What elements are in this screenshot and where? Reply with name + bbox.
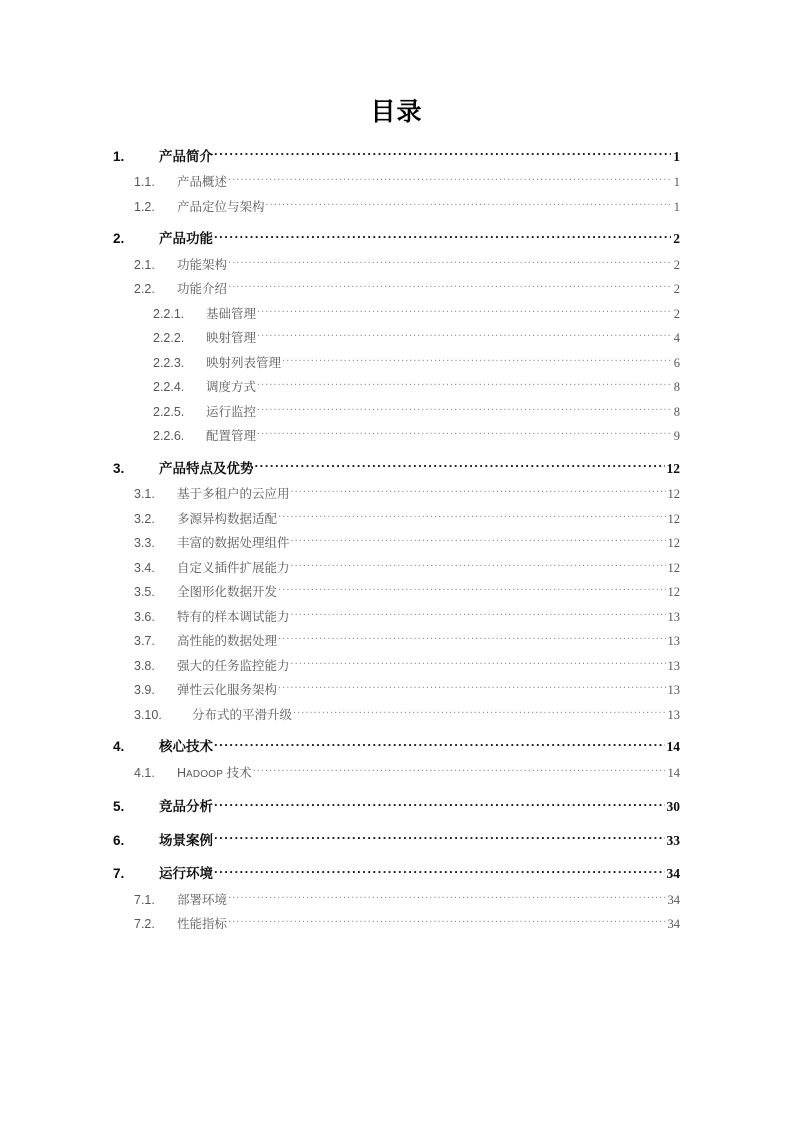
toc-entry-level-1[interactable] [113,724,680,758]
toc-entry-number: 3.4. [134,560,155,575]
toc-entry-label: 竞品分析 [159,799,213,814]
toc-entry-page-number: 13 [667,634,680,648]
toc-entry-number: 7.1. [134,892,155,907]
toc-entry-number: 1.2. [134,199,155,214]
toc-entry-number: 3.3. [134,536,155,550]
toc-entry-number: 4.1. [134,765,155,780]
toc-entry-level-2[interactable] [113,699,680,724]
toc-dot-leader [214,831,665,845]
toc-entry-label: 部署环境 [177,892,228,907]
toc-dot-leader [214,798,665,812]
toc-entry-level-1[interactable] [113,147,680,167]
toc-entry-number: 3.8. [134,658,155,673]
toc-entry-number: 1.1. [134,175,155,189]
toc-entry-page-number: 9 [673,429,680,443]
toc-entry-label: 基础管理 [206,306,257,321]
toc-entry-page-number: 13 [667,683,680,697]
toc-dot-leader [257,428,672,441]
toc-entry-number: 4. [113,739,125,754]
toc-entry-number: 3.5. [134,585,155,599]
toc-entry-number: 7.2. [134,917,155,931]
toc-dot-leader [291,486,666,499]
toc-entry-label: 映射列表管理 [206,355,282,370]
toc-entry-level-2[interactable] [113,884,680,909]
toc-entry-label: 自定义插件扩展能力 [177,560,290,575]
toc-entry-level-2[interactable] [113,626,680,651]
toc-entry-page-number: 34 [667,917,680,931]
toc-dot-leader [228,174,672,187]
toc-entry-level-3[interactable] [113,396,680,421]
toc-entry-number: 3.1. [134,487,155,501]
toc-entry-label-tail: 技术 [223,765,252,780]
toc-entry-number: 2. [113,231,125,246]
toc-entry-page-number: 1 [673,199,680,214]
toc-entry-page-number: 12 [667,560,680,575]
toc-entry-label: 分布式的平滑升级 [192,707,293,722]
toc-entry-number: 3.2. [134,511,155,526]
toc-dot-leader [253,764,666,777]
toc-entry-page-number: 8 [673,404,680,419]
toc-entry-page-number: 2 [673,257,680,272]
toc-entry-level-2[interactable] [113,503,680,528]
toc-dot-leader [282,354,672,367]
toc-entry-level-2[interactable] [113,274,680,299]
toc-entry-page-number: 6 [673,355,680,370]
toc-entry-level-3[interactable] [113,372,680,397]
toc-entry-level-2[interactable] [113,528,680,553]
toc-dot-leader [228,281,672,294]
toc-entry-number: 3.9. [134,683,155,697]
toc-dot-leader [257,330,672,343]
toc-entry-level-2[interactable] [113,757,680,784]
toc-entry-number: 3.6. [134,609,155,624]
toc-entry-label: 运行监控 [206,404,257,419]
toc-entry-page-number: 13 [667,707,680,722]
toc-dot-leader [278,584,665,597]
toc-entry-number: 3.10. [134,707,162,722]
toc-dot-leader [228,891,665,904]
toc-entry-level-1[interactable] [113,216,680,250]
toc-entry-label: 产品简介 [159,148,213,164]
toc-dot-leader [228,916,665,929]
toc-entry-page-number: 2 [673,231,680,246]
toc-entry-level-3[interactable] [113,421,680,446]
toc-entry-level-2[interactable] [113,249,680,274]
toc-entry-level-2[interactable] [113,675,680,700]
toc-entry-label: 强大的任务监控能力 [177,658,290,673]
toc-entry-number: 7. [113,866,125,881]
toc-entry-number: 2.2. [134,282,155,296]
toc-entry-number: 3.7. [134,634,155,648]
toc-dot-leader [291,535,666,548]
page-title: 目录 [370,97,423,126]
toc-entry-label: 多源异构数据适配 [177,511,278,526]
toc-entry-number: 2.2.5. [153,404,185,419]
toc-entry-number: 6. [113,832,125,848]
toc-entry-number: 5. [113,799,125,814]
toc-entry-page-number: 1 [673,175,680,189]
toc-entry-page-number: 4 [673,331,680,345]
toc-dot-leader [278,682,665,695]
toc-entry-level-3[interactable] [113,347,680,372]
toc-entry-number: 1. [113,148,125,164]
toc-entry-page-number: 2 [673,306,680,321]
toc-entry-label: 产品定位与架构 [177,199,265,214]
toc-entry-label: 映射管理 [206,331,257,345]
toc-entry-page-number: 12 [667,511,680,526]
table-of-contents [113,129,680,933]
toc-entry-page-number: 2 [673,282,680,296]
toc-entry-level-1[interactable] [113,817,680,851]
toc-entry-page-number: 14 [667,765,680,780]
toc-entry-page-number: 12 [667,585,680,599]
toc-entry-page-number: 30 [666,799,680,814]
toc-entry-label: 丰富的数据处理组件 [177,536,290,550]
toc-entry-level-3[interactable] [113,323,680,348]
toc-entry-label: 功能介绍 [177,282,228,296]
toc-entry-number: 2.2.6. [153,429,185,443]
toc-entry-label: 弹性云化服务架构 [177,683,278,697]
toc-entry-level-2[interactable] [113,577,680,602]
toc-entry-page-number: 34 [666,866,680,881]
toc-entry-label: 场景案例 [159,832,213,848]
toc-dot-leader [214,230,671,244]
toc-dot-leader [291,559,666,572]
toc-entry-label: 功能架构 [177,257,228,272]
toc-entry-number: 2.2.3. [153,355,185,370]
toc-dot-leader [278,633,665,646]
page-content [113,0,680,933]
toc-entry-level-2[interactable] [113,479,680,504]
toc-entry-page-number: 33 [666,832,680,848]
toc-entry-level-2[interactable] [113,650,680,675]
toc-entry-label: 核心技术 [159,739,213,754]
toc-entry-level-2[interactable] [113,601,680,626]
toc-entry-label: 全图形化数据开发 [177,585,278,599]
toc-entry-number: 2.2.2. [153,331,185,345]
toc-dot-leader [257,403,672,416]
toc-entry-label: 高性能的数据处理 [177,634,278,648]
toc-entry-number: 2.1. [134,257,155,272]
toc-dot-leader [228,256,672,269]
toc-entry-label: 特有的样本调试能力 [177,609,290,624]
toc-dot-leader [291,657,666,670]
toc-entry-level-1[interactable] [113,851,680,885]
toc-entry-level-2[interactable] [113,191,680,216]
toc-entry-label: 运行环境 [159,866,213,881]
toc-dot-leader [214,738,665,752]
toc-dot-leader [266,198,672,211]
toc-entry-level-2[interactable] [113,552,680,577]
toc-dot-leader [291,608,666,621]
toc-entry-page-number: 12 [667,536,680,550]
toc-dot-leader [257,379,672,392]
toc-entry-page-number: 34 [667,892,680,907]
toc-entry-label [177,765,252,783]
toc-entry-page-number: 14 [666,739,680,754]
toc-entry-page-number: 8 [673,380,680,394]
toc-entry-page-number: 1 [673,148,680,164]
toc-entry-label: 产品特点及优势 [159,460,254,476]
toc-entry-level-1[interactable] [113,784,680,818]
toc-entry-level-3[interactable] [113,298,680,323]
toc-dot-leader [214,147,671,161]
toc-entry-level-1[interactable] [113,445,680,479]
toc-entry-label: 性能指标 [177,917,228,931]
toc-entry-page-number: 12 [666,460,680,476]
toc-dot-leader [278,510,665,523]
toc-entry-page-number: 12 [667,487,680,501]
toc-entry-number: 2.2.4. [153,380,185,394]
toc-dot-leader [293,706,665,719]
toc-entry-label-initial: H [177,765,187,780]
toc-entry-label: 产品功能 [159,231,213,246]
toc-entry-label: 配置管理 [206,429,257,443]
toc-entry-label: 调度方式 [206,380,257,394]
toc-dot-leader [255,459,665,473]
toc-entry-page-number: 13 [667,609,680,624]
toc-entry-level-2[interactable] [113,167,680,192]
toc-entry-page-number: 13 [667,658,680,673]
toc-entry-label: 基于多租户的云应用 [177,487,290,501]
toc-entry-label: 产品概述 [177,175,228,189]
toc-entry-level-2[interactable] [113,909,680,934]
toc-entry-number: 2.2.1. [153,306,185,321]
toc-dot-leader [257,305,672,318]
toc-entry-label-smallcaps: ADOOP [186,768,224,780]
toc-dot-leader [214,865,665,879]
toc-entry-number: 3. [113,460,125,476]
